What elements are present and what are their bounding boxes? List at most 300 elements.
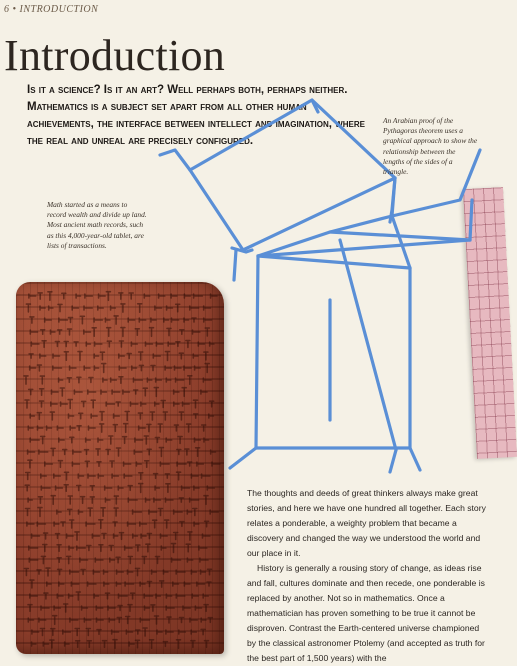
cuneiform-wedge: [95, 342, 102, 346]
cuneiform-wedge: [30, 317, 34, 323]
cuneiform-wedge: [40, 306, 45, 310]
cuneiform-wedge: [156, 594, 160, 598]
lead-paragraph: Is it a science? Is it an art? Well perhaps both, perhaps neither. Mathematics is a subject set apart from all other human achievements, the interface between intellect and imagination, where the real and unreal are precisely configured.: [27, 84, 365, 147]
cuneiform-wedge: [148, 582, 152, 587]
cuneiform-wedge: [152, 570, 157, 574]
cuneiform-wedge: [68, 496, 72, 504]
cuneiform-wedge: [59, 318, 67, 322]
cuneiform-wedge: [161, 546, 166, 550]
cuneiform-wedge: [82, 401, 86, 406]
cuneiform-wedge: [177, 462, 186, 466]
cuneiform-wedge: [128, 318, 134, 322]
cuneiform-wedge: [124, 462, 131, 466]
cuneiform-wedge: [180, 330, 184, 334]
cuneiform-wedge: [119, 341, 123, 347]
cuneiform-tablet-image: [16, 282, 224, 654]
cuneiform-wedge: [57, 510, 61, 514]
cuneiform-wedge: [119, 293, 123, 299]
cuneiform-wedge: [98, 474, 103, 478]
cuneiform-wedge: [202, 474, 210, 478]
cuneiform-wedge: [138, 304, 142, 312]
cuneiform-wedge: [40, 354, 46, 358]
cuneiform-wedge: [61, 402, 68, 406]
cuneiform-wedge: [192, 594, 198, 598]
cuneiform-wedge: [128, 486, 132, 491]
cuneiform-wedge: [203, 594, 208, 598]
cuneiform-wedge: [183, 402, 190, 406]
cuneiform-wedge: [41, 606, 49, 610]
cuneiform-wedge: [84, 366, 90, 370]
cuneiform-wedge: [56, 534, 60, 539]
cuneiform-wedge: [51, 629, 55, 636]
cuneiform-wedge: [54, 606, 60, 610]
cuneiform-wedge: [43, 642, 48, 646]
cuneiform-wedge: [155, 616, 159, 624]
cuneiform-wedge: [114, 508, 118, 516]
cuneiform-wedge: [126, 617, 130, 624]
cuneiform-wedge: [144, 436, 148, 444]
cuneiform-wedge: [155, 438, 159, 443]
cuneiform-wedge: [106, 498, 110, 502]
cuneiform-wedge: [201, 629, 205, 634]
cuneiform-wedge: [68, 509, 72, 514]
cuneiform-wedge: [159, 448, 163, 457]
cuneiform-wedge: [193, 354, 198, 358]
cuneiform-wedge: [113, 522, 117, 526]
cuneiform-wedge: [141, 402, 146, 406]
cuneiform-wedge: [32, 630, 39, 634]
cuneiform-wedge: [38, 497, 42, 503]
cuneiform-wedge: [191, 570, 196, 574]
cuneiform-wedge: [131, 342, 137, 346]
cuneiform-wedge: [163, 642, 167, 647]
cuneiform-wedge: [91, 414, 97, 418]
cuneiform-wedge: [194, 414, 198, 418]
cuneiform-wedge: [134, 390, 138, 394]
cuneiform-wedge: [76, 592, 80, 600]
cuneiform-wedge: [31, 342, 39, 346]
cuneiform-wedge: [44, 593, 48, 599]
cuneiform-wedge: [114, 316, 118, 324]
cuneiform-wedge: [187, 510, 191, 514]
cuneiform-wedge: [67, 534, 73, 538]
cuneiform-wedge: [156, 378, 162, 382]
cuneiform-wedge: [121, 328, 125, 337]
cuneiform-wedge: [96, 606, 103, 610]
cuneiform-wedge: [172, 544, 176, 553]
cuneiform-wedge: [28, 498, 32, 502]
cuneiform-wedge: [184, 366, 191, 370]
cuneiform-wedge: [106, 292, 110, 301]
cuneiform-wedge: [100, 412, 104, 421]
cuneiform-wedge: [30, 580, 34, 588]
cuneiform-wedge: [128, 557, 132, 564]
cuneiform-wedge: [194, 400, 198, 408]
cuneiform-wedge: [29, 389, 33, 394]
cuneiform-wedge: [203, 534, 210, 538]
cuneiform-wedge: [37, 413, 41, 420]
cuneiform-wedge: [117, 448, 121, 456]
cuneiform-wedge: [150, 412, 154, 420]
cuneiform-wedge: [135, 329, 139, 335]
cuneiform-wedge: [109, 618, 114, 622]
cuneiform-wedge: [69, 594, 73, 598]
cuneiform-wedge: [51, 448, 55, 455]
cuneiform-wedge: [41, 629, 45, 636]
cuneiform-wedge: [147, 534, 151, 539]
body-paragraph-2: History is generally a rousing story of change, as ideas rise and fall, cultures dominate and then recede, one ponderable is replaced by another. Not so in mathematics. Once a mathematician has proven something to be true it cannot be disproven. Contrast the Earth-centered universe championed by the classical astronomer Ptolemy (and accepted as truth for the best part of 1,500 years) with the: [247, 563, 485, 663]
cuneiform-wedge: [177, 472, 181, 480]
cuneiform-wedge: [205, 364, 209, 373]
cuneiform-wedge: [88, 474, 95, 478]
cuneiform-wedge: [45, 318, 51, 322]
cuneiform-wedge: [28, 426, 33, 430]
cuneiform-wedge: [185, 449, 189, 455]
cuneiform-wedge: [80, 558, 88, 562]
cuneiform-wedge: [205, 521, 209, 526]
cuneiform-wedge: [180, 522, 184, 527]
cuneiform-wedge: [67, 378, 71, 382]
cuneiform-wedge: [69, 546, 74, 550]
cuneiform-wedge: [119, 366, 126, 370]
cuneiform-wedge: [128, 498, 137, 502]
cuneiform-wedge: [93, 570, 99, 574]
cuneiform-wedge: [182, 486, 190, 490]
cuneiform-wedge: [98, 438, 103, 442]
cuneiform-wedge: [140, 582, 145, 586]
cuneiform-wedge: [132, 366, 137, 370]
cuneiform-wedge: [178, 437, 182, 444]
cuneiform-wedge: [156, 342, 162, 346]
cuneiform-wedge: [113, 425, 117, 432]
cuneiform-wedge: [113, 640, 117, 649]
cuneiform-wedge: [30, 594, 37, 598]
cuneiform-wedge: [166, 484, 170, 492]
cuneiform-wedge: [174, 402, 179, 406]
cuneiform-wedge: [44, 533, 48, 539]
cuneiform-wedge: [127, 354, 131, 359]
cuneiform-wedge: [136, 640, 140, 647]
cuneiform-wedge: [135, 438, 143, 442]
cuneiform-wedge: [43, 545, 47, 552]
cuneiform-wedge: [111, 306, 116, 310]
cuneiform-wedge: [92, 328, 96, 336]
tablet-caption: Math started as a means to record wealth and divide up land. Most ancient math records, such as this 4,000-year-old tablet, are lists of transactions.: [47, 200, 147, 250]
cuneiform-wedge: [204, 306, 211, 310]
cuneiform-wedge: [192, 318, 196, 322]
cuneiform-wedge: [98, 306, 103, 310]
cuneiform-wedge: [114, 496, 118, 504]
cuneiform-wedge: [117, 570, 124, 574]
cuneiform-wedge: [94, 366, 98, 370]
cuneiform-wedge: [155, 402, 159, 406]
cuneiform-wedge: [50, 412, 54, 420]
cuneiform-wedge: [58, 304, 62, 311]
cuneiform-wedge: [134, 450, 142, 454]
cuneiform-wedge: [41, 436, 45, 443]
cuneiform-wedge: [41, 330, 45, 334]
cuneiform-wedge: [150, 640, 154, 648]
cuneiform-wedge: [90, 497, 94, 503]
cuneiform-wedge: [87, 641, 91, 647]
cuneiform-wedge: [139, 473, 143, 479]
cuneiform-wedge: [176, 570, 185, 574]
cuneiform-wedge: [160, 581, 164, 587]
cuneiform-wedge: [125, 582, 134, 586]
cuneiform-wedge: [183, 606, 190, 610]
cuneiform-wedge: [164, 318, 169, 322]
cuneiform-wedge: [121, 304, 125, 312]
cuneiform-wedge: [81, 570, 85, 575]
cuneiform-wedge: [41, 556, 45, 563]
cuneiform-wedge: [45, 462, 53, 466]
cuneiform-wedge: [29, 354, 33, 358]
cuneiform-wedge: [26, 473, 30, 480]
cuneiform-wedge: [204, 496, 208, 505]
cuneiform-wedge: [30, 366, 36, 370]
cuneiform-wedge: [53, 616, 57, 625]
cuneiform-wedge: [84, 330, 91, 334]
cuneiform-wedge: [96, 449, 100, 455]
cuneiform-wedge: [106, 450, 110, 455]
cuneiform-wedge: [57, 545, 61, 551]
cuneiform-wedge: [105, 486, 112, 490]
cuneiform-wedge: [84, 618, 90, 622]
cuneiform-wedge: [117, 618, 121, 623]
cuneiform-wedge: [118, 606, 122, 611]
cuneiform-wedge: [76, 294, 80, 298]
cuneiform-wedge: [85, 461, 89, 466]
cuneiform-wedge: [208, 618, 212, 623]
cuneiform-wedge: [42, 341, 46, 347]
cuneiform-wedge: [139, 484, 143, 493]
cuneiform-wedge: [179, 630, 186, 634]
cuneiform-wedge: [167, 328, 171, 335]
cuneiform-wedge: [163, 412, 167, 420]
cuneiform-wedge: [207, 486, 214, 490]
cuneiform-wedge: [205, 328, 209, 336]
cuneiform-wedge: [99, 294, 106, 298]
cuneiform-wedge: [134, 378, 143, 382]
cuneiform-wedge: [126, 630, 132, 634]
cuneiform-wedge: [153, 354, 160, 358]
cuneiform-wedge: [61, 522, 65, 526]
cuneiform-wedge: [139, 426, 145, 430]
cuneiform-wedge: [86, 438, 91, 442]
cuneiform-wedge: [125, 412, 129, 421]
cuneiform-wedge: [120, 533, 124, 540]
cuneiform-wedge: [184, 318, 189, 322]
cuneiform-wedge: [65, 642, 69, 646]
cuneiform-wedge: [166, 498, 173, 502]
cuneiform-wedge: [64, 352, 68, 360]
cuneiform-wedge: [27, 522, 34, 526]
cuneiform-wedge: [182, 388, 186, 397]
cuneiform-wedge: [28, 460, 32, 468]
cuneiform-wedge: [37, 570, 41, 574]
cuneiform-wedge: [176, 342, 180, 346]
cuneiform-wedge: [29, 546, 38, 550]
cuneiform-wedge: [47, 426, 52, 430]
body-paragraph-1: The thoughts and deeds of great thinkers always make great stories, and here we have one hundred all together. Each story relates a ponderable, a weighty problem that became a discovery and changed the way we understood the world and our place in it.: [247, 488, 486, 558]
cuneiform-wedge: [97, 630, 101, 635]
cuneiform-wedge: [204, 318, 212, 322]
cuneiform-wedge: [77, 377, 81, 382]
cuneiform-wedge: [30, 330, 37, 334]
cuneiform-wedge: [129, 642, 134, 646]
cuneiform-wedge: [40, 389, 44, 395]
cuneiform-wedge: [110, 558, 115, 562]
cuneiform-wedge: [166, 438, 172, 442]
cuneiform-wedge: [91, 400, 95, 408]
cuneiform-wedge: [85, 450, 89, 455]
cuneiform-wedge: [109, 546, 113, 551]
cuneiform-wedge: [142, 557, 146, 564]
cuneiform-wedge: [136, 568, 140, 575]
cuneiform-wedge: [73, 450, 81, 454]
cuneiform-wedge: [190, 498, 199, 502]
cuneiform-wedge: [136, 630, 140, 634]
cuneiform-wedge: [81, 497, 85, 504]
cuneiform-wedge: [116, 402, 120, 406]
cuneiform-wedge: [92, 534, 99, 538]
cuneiform-wedge: [171, 294, 177, 298]
cuneiform-wedge: [79, 510, 83, 514]
cuneiform-wedge: [86, 629, 90, 636]
cuneiform-wedge: [70, 426, 75, 430]
cuneiform-wedge: [195, 366, 201, 370]
cuneiform-wedge: [154, 474, 158, 479]
cuneiform-wedge: [94, 318, 102, 322]
cuneiform-wedge: [70, 520, 74, 528]
cuneiform-wedge: [104, 570, 108, 574]
cuneiform-wedge: [136, 462, 141, 466]
cuneiform-wedge: [71, 582, 78, 586]
cuneiform-wedge: [195, 606, 201, 610]
cuneiform-wedge: [101, 508, 105, 516]
cuneiform-wedge: [51, 330, 55, 334]
cuneiform-wedge: [72, 462, 79, 466]
cuneiform-wedge: [104, 582, 109, 586]
cuneiform-wedge: [94, 594, 99, 598]
cuneiform-wedge: [167, 617, 171, 623]
cuneiform-wedge: [64, 604, 68, 612]
cuneiform-wedge: [191, 641, 195, 648]
cuneiform-wedge: [167, 306, 173, 310]
cuneiform-wedge: [165, 366, 171, 370]
cuneiform-wedge: [179, 412, 183, 420]
cuneiform-wedge: [41, 474, 46, 478]
cuneiform-wedge: [76, 641, 80, 647]
cuneiform-wedge: [174, 510, 182, 514]
cuneiform-wedge: [146, 498, 150, 502]
cuneiform-wedge: [191, 474, 198, 478]
cuneiform-wedge: [24, 569, 28, 576]
cuneiform-wedge: [51, 496, 55, 505]
cuneiform-wedge: [85, 294, 92, 298]
cuneiform-wedge: [60, 388, 64, 396]
cuneiform-wedge: [154, 498, 161, 502]
cuneiform-wedge: [112, 474, 118, 478]
cuneiform-wedge: [84, 306, 92, 310]
cuneiform-wedge: [173, 582, 179, 586]
cuneiform-wedge: [119, 377, 123, 383]
cuneiform-wedge: [32, 642, 36, 646]
cuneiform-wedge: [119, 354, 124, 358]
cuneiform-wedge: [26, 509, 30, 516]
cuneiform-wedge: [70, 366, 76, 370]
cuneiform-wedge: [147, 378, 151, 382]
cuneiform-wedge: [153, 520, 157, 528]
cuneiform-wedge: [49, 306, 53, 310]
cuneiform-wedge: [69, 318, 73, 323]
cuneiform-wedge: [128, 522, 136, 526]
cuneiform-wedge: [41, 486, 50, 490]
cuneiform-wedge: [139, 318, 145, 322]
cuneiform-wedge: [74, 342, 78, 346]
cuneiform-wedge: [146, 544, 150, 552]
cuneiform-wedge: [204, 352, 208, 360]
cuneiform-wedge: [65, 472, 69, 479]
cuneiform-wedge: [116, 582, 120, 586]
cuneiform-wedge: [59, 582, 64, 586]
cuneiform-wedge: [63, 450, 67, 455]
cuneiform-wedge: [59, 438, 64, 442]
cuneiform-wedge: [210, 510, 218, 514]
cuneiform-wedge: [193, 509, 197, 516]
cuneiform-wedge: [168, 342, 175, 346]
cuneiform-wedge: [89, 426, 96, 430]
cuneiform-wedge: [159, 509, 163, 516]
cuneiform-wedge: [208, 569, 212, 574]
cuneiform-wedge: [191, 630, 196, 634]
cuneiform-wedge: [160, 462, 169, 466]
cuneiform-wedge: [78, 352, 82, 361]
cuneiform-wedge: [116, 557, 120, 562]
cuneiform-wedge: [88, 508, 92, 516]
cuneiform-wedge: [139, 352, 143, 360]
cuneiform-wedge: [151, 318, 156, 322]
cuneiform-wedge: [111, 378, 117, 382]
cuneiform-wedge: [133, 534, 138, 538]
cuneiform-wedge: [101, 390, 106, 394]
cuneiform-wedge: [72, 306, 78, 310]
cuneiform-wedge: [177, 640, 181, 648]
cuneiform-wedge: [88, 390, 96, 394]
cuneiform-wedge: [138, 413, 142, 419]
cuneiform-wedge: [114, 534, 118, 538]
page-title: Introduction: [4, 31, 226, 80]
running-head: 6 • INTRODUCTION: [4, 4, 99, 15]
cuneiform-wedge: [164, 570, 168, 574]
cuneiform-wedge: [144, 294, 149, 298]
cuneiform-wedge: [39, 618, 46, 622]
cuneiform-wedge: [109, 436, 113, 444]
cuneiform-wedge: [62, 293, 66, 298]
cuneiform-wedge: [48, 292, 52, 300]
cuneiform-wedge: [40, 401, 44, 407]
cuneiform-wedge: [147, 424, 151, 431]
cuneiform-wedge: [179, 498, 183, 502]
cuneiform-wedge: [175, 366, 182, 370]
cuneiform-wedge: [106, 402, 114, 406]
cuneiform-wedge: [210, 401, 214, 407]
cuneiform-wedge: [200, 558, 208, 562]
cuneiform-wedge: [64, 485, 68, 491]
cuneiform-wedge: [70, 618, 78, 622]
cuneiform-wedge: [69, 414, 74, 418]
cuneiform-wedge: [198, 342, 204, 346]
